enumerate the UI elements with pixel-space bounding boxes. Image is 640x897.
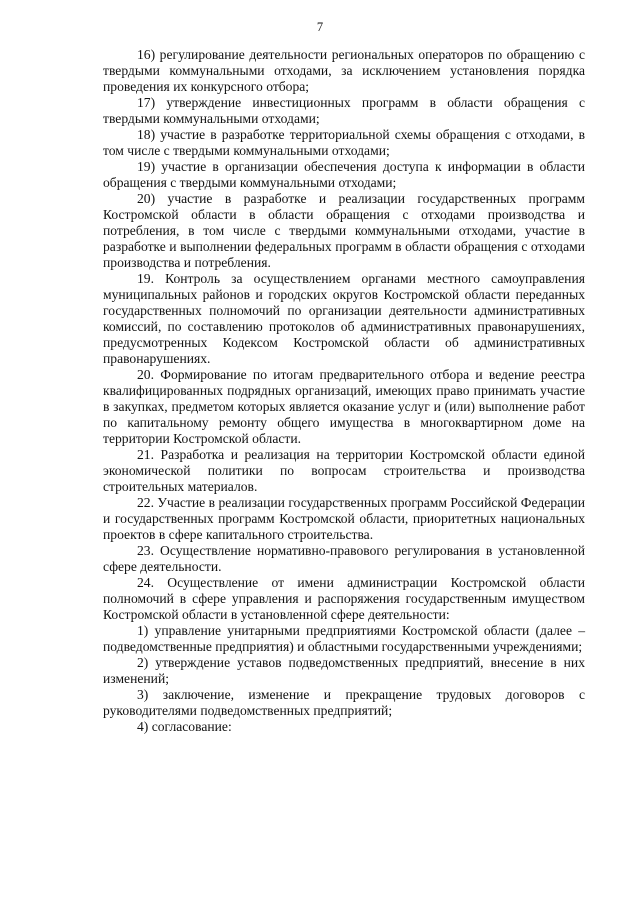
- clause-24-item-2: 2) утверждение уставов подведомственных предприятий, внесение в них изменений;: [103, 655, 585, 686]
- paragraph-20-sub: 20) участие в разработке и реализации государственных программ Костромской области в области обращения с отходами производства и потребления, в том числе с твердыми коммунальными отходами, участие в разработке и выполнении федеральных программ в области обращения с отходами производства и потребления.: [103, 191, 585, 270]
- clause-23: 23. Осуществление нормативно-правового регулирования в установленной сфере деятельности.: [103, 543, 585, 574]
- document-body: [103, 47, 585, 735]
- clause-21: 21. Разработка и реализация на территории Костромской области единой экономической политики по вопросам строительства и производства строительных материалов.: [103, 447, 585, 494]
- clause-22: 22. Участие в реализации государственных программ Российской Федерации и государственных программ Костромской области, приоритетных национальных проектов в сфере капитального строительства.: [103, 495, 585, 542]
- paragraph-19-sub: 19) участие в организации обеспечения доступа к информации в области обращения с твердыми коммунальными отходами;: [103, 159, 585, 190]
- paragraph-18: 18) участие в разработке территориальной схемы обращения с отходами, в том числе с твердыми коммунальными отходами;: [103, 127, 585, 158]
- page-number: 7: [316, 20, 324, 34]
- clause-24: 24. Осуществление от имени администрации Костромской области полномочий в сфере управления и распоряжения государственным имуществом Костромской области в установленной сфере деятельности:: [103, 575, 585, 622]
- clause-20: 20. Формирование по итогам предварительного отбора и ведение реестра квалифицированных подрядных организаций, имеющих право принимать участие в закупках, предметом которых является оказание услуг и (или) выполнение работ по капитальному ремонту общего имущества в многоквартирном доме на территории Костромской области.: [103, 367, 585, 446]
- clause-19: 19. Контроль за осуществлением органами местного самоуправления муниципальных районов и городских округов Костромской области переданных государственных полномочий по организации деятельности административных комиссий, по составлению протоколов об административных правонарушениях, предусмотренных Кодексом Костромской области об административных правонарушениях.: [103, 271, 585, 366]
- paragraph-17: 17) утверждение инвестиционных программ в области обращения с твердыми коммунальными отходами;: [103, 95, 585, 126]
- clause-24-item-4: 4) согласование:: [137, 719, 232, 734]
- paragraph-16: 16) регулирование деятельности региональных операторов по обращению с твердыми коммунальными отходами, за исключением установления порядка проведения их конкурсного отбора;: [103, 47, 585, 94]
- clause-24-item-1: 1) управление унитарными предприятиями Костромской области (далее – подведомственные предприятия) и областными государственными учреждениями;: [103, 623, 585, 654]
- clause-24-item-3: 3) заключение, изменение и прекращение трудовых договоров с руководителями подведомственных предприятий;: [103, 687, 585, 718]
